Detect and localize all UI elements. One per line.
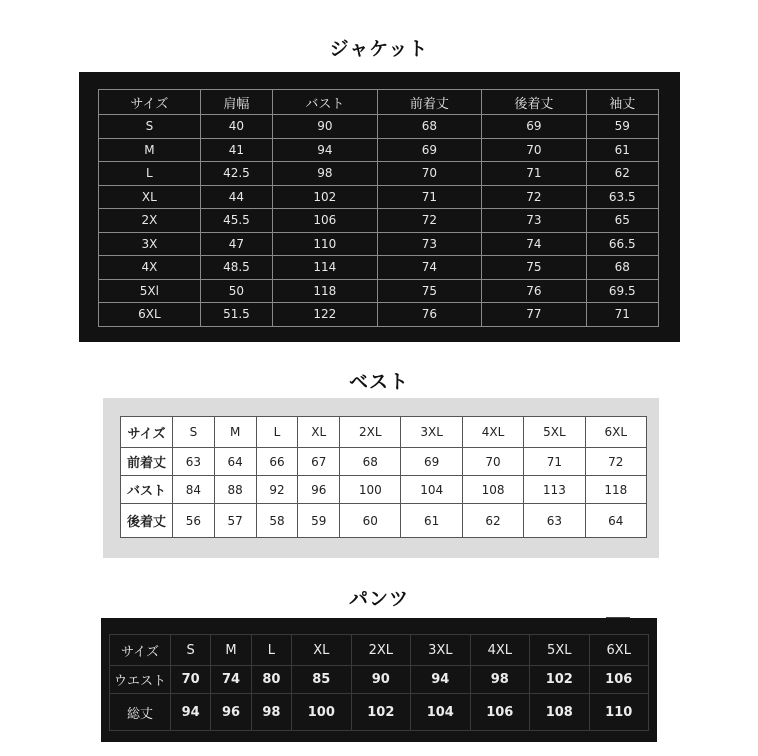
jacket-cell: 70 — [377, 162, 481, 186]
pants-header-label: サイズ — [110, 635, 171, 666]
jacket-cell: 69.5 — [586, 279, 658, 303]
jacket-cell: L — [99, 162, 201, 186]
vest-cell: 68 — [340, 448, 401, 476]
jacket-cell: 5Xl — [99, 279, 201, 303]
jacket-cell: 72 — [377, 209, 481, 233]
vest-size-cell: 6XL — [585, 417, 646, 448]
jacket-table-row — [99, 185, 659, 209]
vest-size-cell: M — [214, 417, 256, 448]
jacket-cell: 102 — [273, 185, 377, 209]
vest-size-cell: XL — [298, 417, 340, 448]
jacket-table-row — [99, 162, 659, 186]
jacket-cell: 3X — [99, 232, 201, 256]
jacket-cell: 72 — [482, 185, 586, 209]
pants-cell: 94 — [411, 666, 470, 694]
jacket-cell: 70 — [482, 138, 586, 162]
vest-cell: 70 — [462, 448, 523, 476]
vest-cell: 57 — [214, 504, 256, 538]
vest-row-label: バスト — [121, 476, 173, 504]
pants-size-cell: L — [251, 635, 291, 666]
pants-cell: 106 — [470, 694, 529, 731]
jacket-cell: S — [99, 115, 201, 139]
pants-size-cell: S — [171, 635, 211, 666]
vest-header-row — [121, 417, 647, 448]
jacket-cell: 2X — [99, 209, 201, 233]
jacket-cell: M — [99, 138, 201, 162]
jacket-cell: 61 — [586, 138, 658, 162]
pants-row-label: ウエスト — [110, 666, 171, 694]
pants-cell: 96 — [211, 694, 251, 731]
vest-cell: 113 — [524, 476, 585, 504]
jacket-cell: 98 — [273, 162, 377, 186]
jacket-cell: 68 — [377, 115, 481, 139]
vest-row-label: 前着丈 — [121, 448, 173, 476]
pants-cell: 104 — [411, 694, 470, 731]
pants-size-cell: M — [211, 635, 251, 666]
jacket-cell: 66.5 — [586, 232, 658, 256]
jacket-cell: 71 — [586, 303, 658, 327]
vest-cell: 104 — [401, 476, 462, 504]
vest-size-cell: 4XL — [462, 417, 523, 448]
jacket-header-front-length: 前着丈 — [377, 90, 481, 115]
vest-cell: 88 — [214, 476, 256, 504]
pants-cell: 98 — [470, 666, 529, 694]
pants-cell: 106 — [589, 666, 649, 694]
vest-size-cell: 2XL — [340, 417, 401, 448]
vest-cell: 118 — [585, 476, 646, 504]
pants-size-table — [109, 634, 649, 731]
jacket-cell: 41 — [200, 138, 272, 162]
jacket-table-row — [99, 256, 659, 280]
pants-size-panel — [101, 618, 657, 742]
jacket-cell: 71 — [482, 162, 586, 186]
jacket-title: ジャケット — [329, 38, 429, 60]
vest-cell: 108 — [462, 476, 523, 504]
vest-size-table — [120, 416, 647, 538]
pants-table-row — [110, 694, 649, 731]
jacket-cell: 59 — [586, 115, 658, 139]
vest-table-row — [121, 476, 647, 504]
jacket-header-sleeve: 袖丈 — [586, 90, 658, 115]
pants-cell: 94 — [171, 694, 211, 731]
vest-cell: 59 — [298, 504, 340, 538]
pants-size-cell: XL — [292, 635, 351, 666]
vest-cell: 66 — [256, 448, 298, 476]
pants-cell: 90 — [351, 666, 410, 694]
pants-cell: 100 — [292, 694, 351, 731]
vest-size-cell: 3XL — [401, 417, 462, 448]
vest-title: ベスト — [348, 371, 409, 393]
jacket-cell: 75 — [377, 279, 481, 303]
vest-cell: 69 — [401, 448, 462, 476]
pants-size-cell: 4XL — [470, 635, 529, 666]
jacket-cell: 118 — [273, 279, 377, 303]
jacket-cell: 40 — [200, 115, 272, 139]
jacket-header-bust: バスト — [273, 90, 377, 115]
vest-header-label: サイズ — [121, 417, 173, 448]
jacket-cell: 69 — [377, 138, 481, 162]
vest-table-row — [121, 504, 647, 538]
jacket-cell: 74 — [377, 256, 481, 280]
pants-size-cell: 6XL — [589, 635, 649, 666]
pants-size-cell: 2XL — [351, 635, 410, 666]
vest-cell: 100 — [340, 476, 401, 504]
jacket-cell: 62 — [586, 162, 658, 186]
pants-cell: 98 — [251, 694, 291, 731]
pants-cell: 102 — [351, 694, 410, 731]
jacket-header-shoulder: 肩幅 — [200, 90, 272, 115]
jacket-cell: 71 — [377, 185, 481, 209]
pants-cell: 74 — [211, 666, 251, 694]
jacket-cell: 114 — [273, 256, 377, 280]
vest-size-cell: 5XL — [524, 417, 585, 448]
vest-cell: 63 — [524, 504, 585, 538]
pants-table-row — [110, 666, 649, 694]
vest-cell: 72 — [585, 448, 646, 476]
pants-cell: 85 — [292, 666, 351, 694]
jacket-cell: 76 — [482, 279, 586, 303]
vest-size-panel — [103, 398, 659, 558]
vest-cell: 58 — [256, 504, 298, 538]
jacket-cell: 51.5 — [200, 303, 272, 327]
vest-cell: 96 — [298, 476, 340, 504]
jacket-cell: 42.5 — [200, 162, 272, 186]
jacket-cell: 48.5 — [200, 256, 272, 280]
vest-cell: 64 — [214, 448, 256, 476]
pants-size-cell: 5XL — [530, 635, 589, 666]
vest-cell: 84 — [173, 476, 215, 504]
jacket-cell: 73 — [482, 209, 586, 233]
vest-cell: 62 — [462, 504, 523, 538]
vest-table-row — [121, 448, 647, 476]
jacket-cell: 68 — [586, 256, 658, 280]
vest-cell: 56 — [173, 504, 215, 538]
jacket-cell: 76 — [377, 303, 481, 327]
vest-cell: 67 — [298, 448, 340, 476]
jacket-table-row — [99, 209, 659, 233]
jacket-cell: XL — [99, 185, 201, 209]
vest-size-cell: L — [256, 417, 298, 448]
jacket-cell: 4X — [99, 256, 201, 280]
jacket-cell: 44 — [200, 185, 272, 209]
jacket-header-back-length: 後着丈 — [482, 90, 586, 115]
vest-cell: 92 — [256, 476, 298, 504]
vest-cell: 64 — [585, 504, 646, 538]
pants-cell: 108 — [530, 694, 589, 731]
jacket-cell: 69 — [482, 115, 586, 139]
pants-cell: 102 — [530, 666, 589, 694]
jacket-cell: 90 — [273, 115, 377, 139]
vest-size-cell: S — [173, 417, 215, 448]
jacket-cell: 94 — [273, 138, 377, 162]
jacket-size-panel — [79, 72, 680, 342]
jacket-cell: 106 — [273, 209, 377, 233]
pants-cell: 110 — [589, 694, 649, 731]
jacket-header-size: サイズ — [99, 90, 201, 115]
pants-size-cell: 3XL — [411, 635, 470, 666]
jacket-table-row — [99, 138, 659, 162]
vest-cell: 71 — [524, 448, 585, 476]
pants-cell: 80 — [251, 666, 291, 694]
jacket-cell: 50 — [200, 279, 272, 303]
jacket-table-row — [99, 303, 659, 327]
jacket-size-table — [98, 89, 659, 327]
jacket-cell: 74 — [482, 232, 586, 256]
jacket-cell: 75 — [482, 256, 586, 280]
pants-title: パンツ — [348, 588, 409, 610]
jacket-cell: 110 — [273, 232, 377, 256]
jacket-table-row — [99, 232, 659, 256]
jacket-table-row — [99, 115, 659, 139]
jacket-header-row — [99, 90, 659, 115]
jacket-cell: 65 — [586, 209, 658, 233]
jacket-cell: 45.5 — [200, 209, 272, 233]
vest-cell: 61 — [401, 504, 462, 538]
pants-row-label: 総丈 — [110, 694, 171, 731]
pants-cell: 70 — [171, 666, 211, 694]
pants-header-row — [110, 635, 649, 666]
jacket-table-row — [99, 279, 659, 303]
vest-cell: 63 — [173, 448, 215, 476]
jacket-cell: 73 — [377, 232, 481, 256]
jacket-cell: 6XL — [99, 303, 201, 327]
vest-cell: 60 — [340, 504, 401, 538]
jacket-cell: 47 — [200, 232, 272, 256]
vest-row-label: 後着丈 — [121, 504, 173, 538]
jacket-cell: 77 — [482, 303, 586, 327]
jacket-cell: 63.5 — [586, 185, 658, 209]
jacket-cell: 122 — [273, 303, 377, 327]
